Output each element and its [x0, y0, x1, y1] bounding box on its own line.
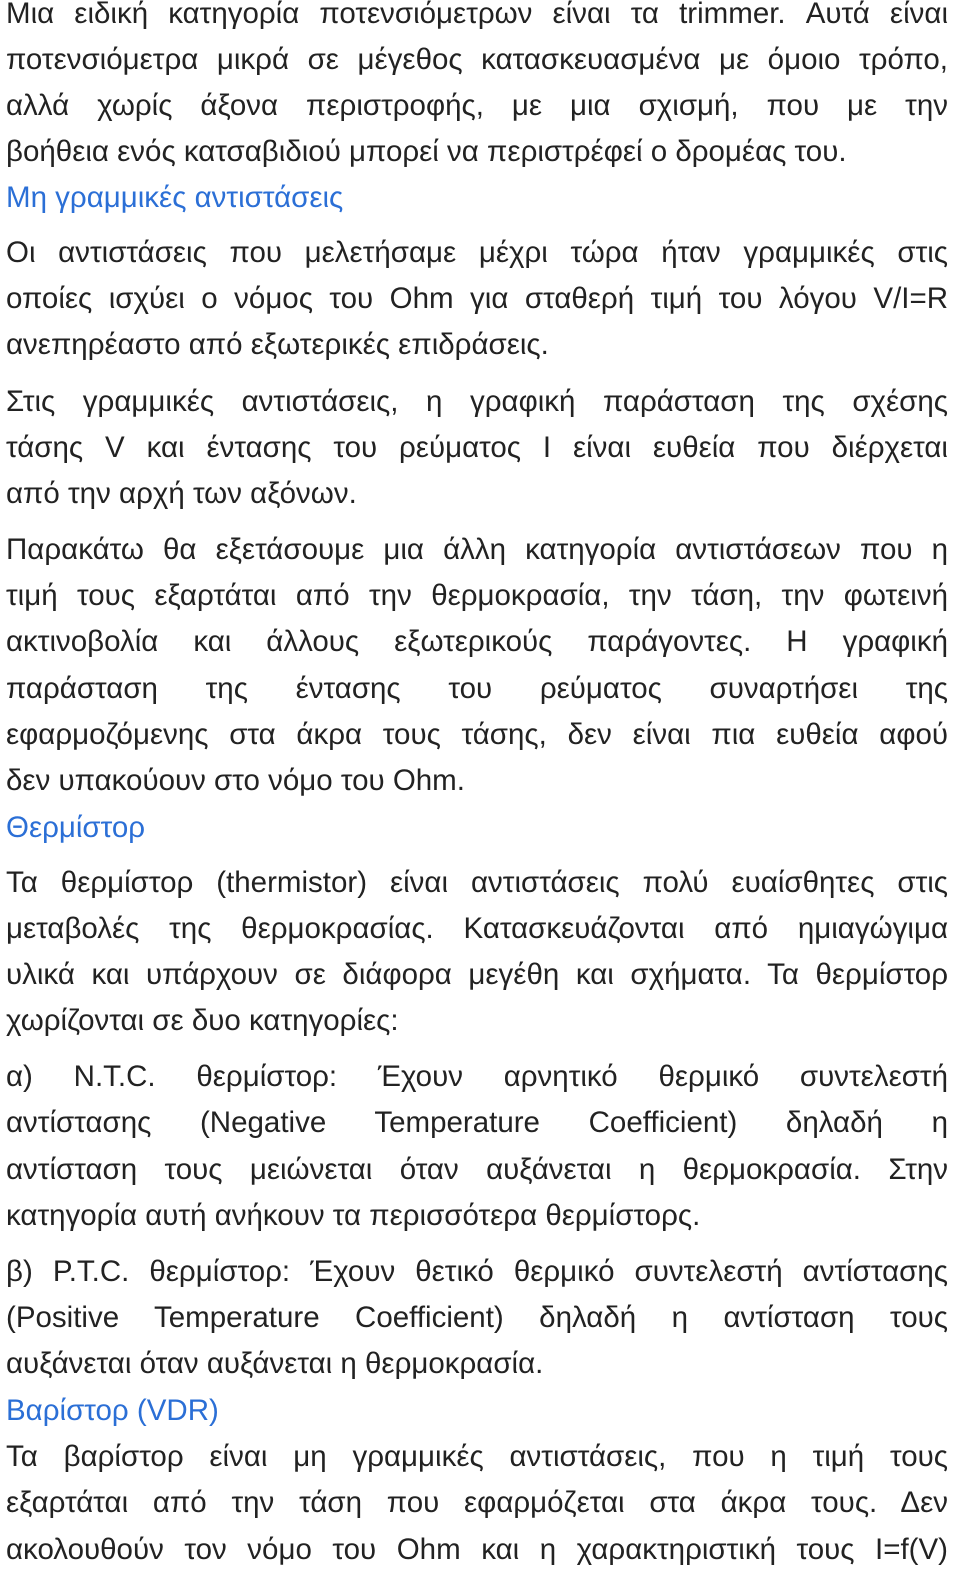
paragraph-8-line-1: Τα βαρίστορ είναι μη γραμμικές αντιστάσεις, που η τιμή τους	[6, 1440, 948, 1473]
paragraph-7-line-3: αυξάνεται όταν αυξάνεται η θερμοκρασία.	[6, 1347, 544, 1380]
paragraph-6-line-4: κατηγορία αυτή ανήκουν τα περισσότερα θερμίστορς.	[6, 1199, 701, 1232]
paragraph-8-line-3: ακολουθούν τον νόμο του Ohm και η χαρακτηριστική τους I=f(V)	[6, 1533, 948, 1566]
paragraph-1-line-4: βοήθεια ενός κατσαβιδιού μπορεί να περιστρέφεί ο δρομέας του.	[6, 135, 847, 168]
paragraph-1-line-1: Μια ειδική κατηγορία ποτενσιόμετρων είναι τα trimmer. Αυτά είναι	[6, 0, 948, 30]
paragraph-3-line-2: τάσης V και έντασης του ρεύματος I είναι ευθεία που διέρχεται	[6, 431, 948, 464]
paragraph-4-line-1: Παρακάτω θα εξετάσουμε μια άλλη κατηγορία αντιστάσεων που η	[6, 533, 948, 566]
paragraph-7-line-2: (Positive Temperature Coefficient) δηλαδή η αντίσταση τους	[6, 1301, 948, 1334]
paragraph-3-line-3: από την αρχή των αξόνων.	[6, 477, 357, 510]
paragraph-4-line-6: δεν υπακούουν στο νόμο του Ohm.	[6, 764, 465, 797]
paragraph-4-line-3: ακτινοβολία και άλλους εξωτερικούς παράγοντες. Η γραφική	[6, 625, 948, 658]
section-heading-thermistor: Θερμίστορ	[6, 811, 146, 844]
paragraph-7-line-1: β) P.T.C. θερμίστορ: Έχουν θετικό θερμικό συντελεστή αντίστασης	[6, 1255, 948, 1288]
paragraph-6-line-2: αντίστασης (Negative Temperature Coefficient) δηλαδή η	[6, 1106, 948, 1139]
paragraph-1-line-3: αλλά χωρίς άξονα περιστροφής, με μια σχισμή, που με την	[6, 89, 948, 122]
paragraph-2-line-2: οποίες ισχύει ο νόμος του Ohm για σταθερή τιμή του λόγου V/I=R	[6, 282, 948, 315]
paragraph-2-line-1: Οι αντιστάσεις που μελετήσαμε μέχρι τώρα ήταν γραμμικές στις	[6, 236, 948, 269]
paragraph-6-line-3: αντίσταση τους μειώνεται όταν αυξάνεται η θερμοκρασία. Στην	[6, 1153, 948, 1186]
paragraph-5-line-4: χωρίζονται σε δυο κατηγορίες:	[6, 1004, 399, 1037]
section-heading-nonlinear-resistors: Μη γραμμικές αντιστάσεις	[6, 181, 344, 214]
paragraph-3-line-1: Στις γραμμικές αντιστάσεις, η γραφική παράσταση της σχέσης	[6, 385, 948, 418]
paragraph-4-line-5: εφαρμοζόμενης στα άκρα τους τάσης, δεν είναι πια ευθεία αφού	[6, 718, 948, 751]
paragraph-8-line-2: εξαρτάται από την τάση που εφαρμόζεται στα άκρα τους. Δεν	[6, 1486, 948, 1519]
paragraph-6-line-1: α) N.T.C. θερμίστορ: Έχουν αρνητικό θερμικό συντελεστή	[6, 1060, 948, 1093]
paragraph-1-line-2: ποτενσιόμετρα μικρά σε μέγεθος κατασκευασμένα με όμοιο τρόπο,	[6, 43, 948, 76]
paragraph-4-line-4: παράσταση της έντασης του ρεύματος συναρτήσει της	[6, 672, 948, 705]
paragraph-5-line-2: μεταβολές της θερμοκρασίας. Κατασκευάζονται από ημιαγώγιμα	[6, 912, 948, 945]
paragraph-5-line-1: Τα θερμίστορ (thermistor) είναι αντιστάσεις πολύ ευαίσθητες στις	[6, 866, 948, 899]
section-heading-varistor: Βαρίστορ (VDR)	[6, 1394, 219, 1427]
paragraph-2-line-3: ανεπηρέαστο από εξωτερικές επιδράσεις.	[6, 328, 549, 361]
paragraph-5-line-3: υλικά και υπάρχουν σε διάφορα μεγέθη και σχήματα. Τα θερμίστορ	[6, 958, 948, 991]
paragraph-4-line-2: τιμή τους εξαρτάται από την θερμοκρασία, την τάση, την φωτεινή	[6, 579, 948, 612]
